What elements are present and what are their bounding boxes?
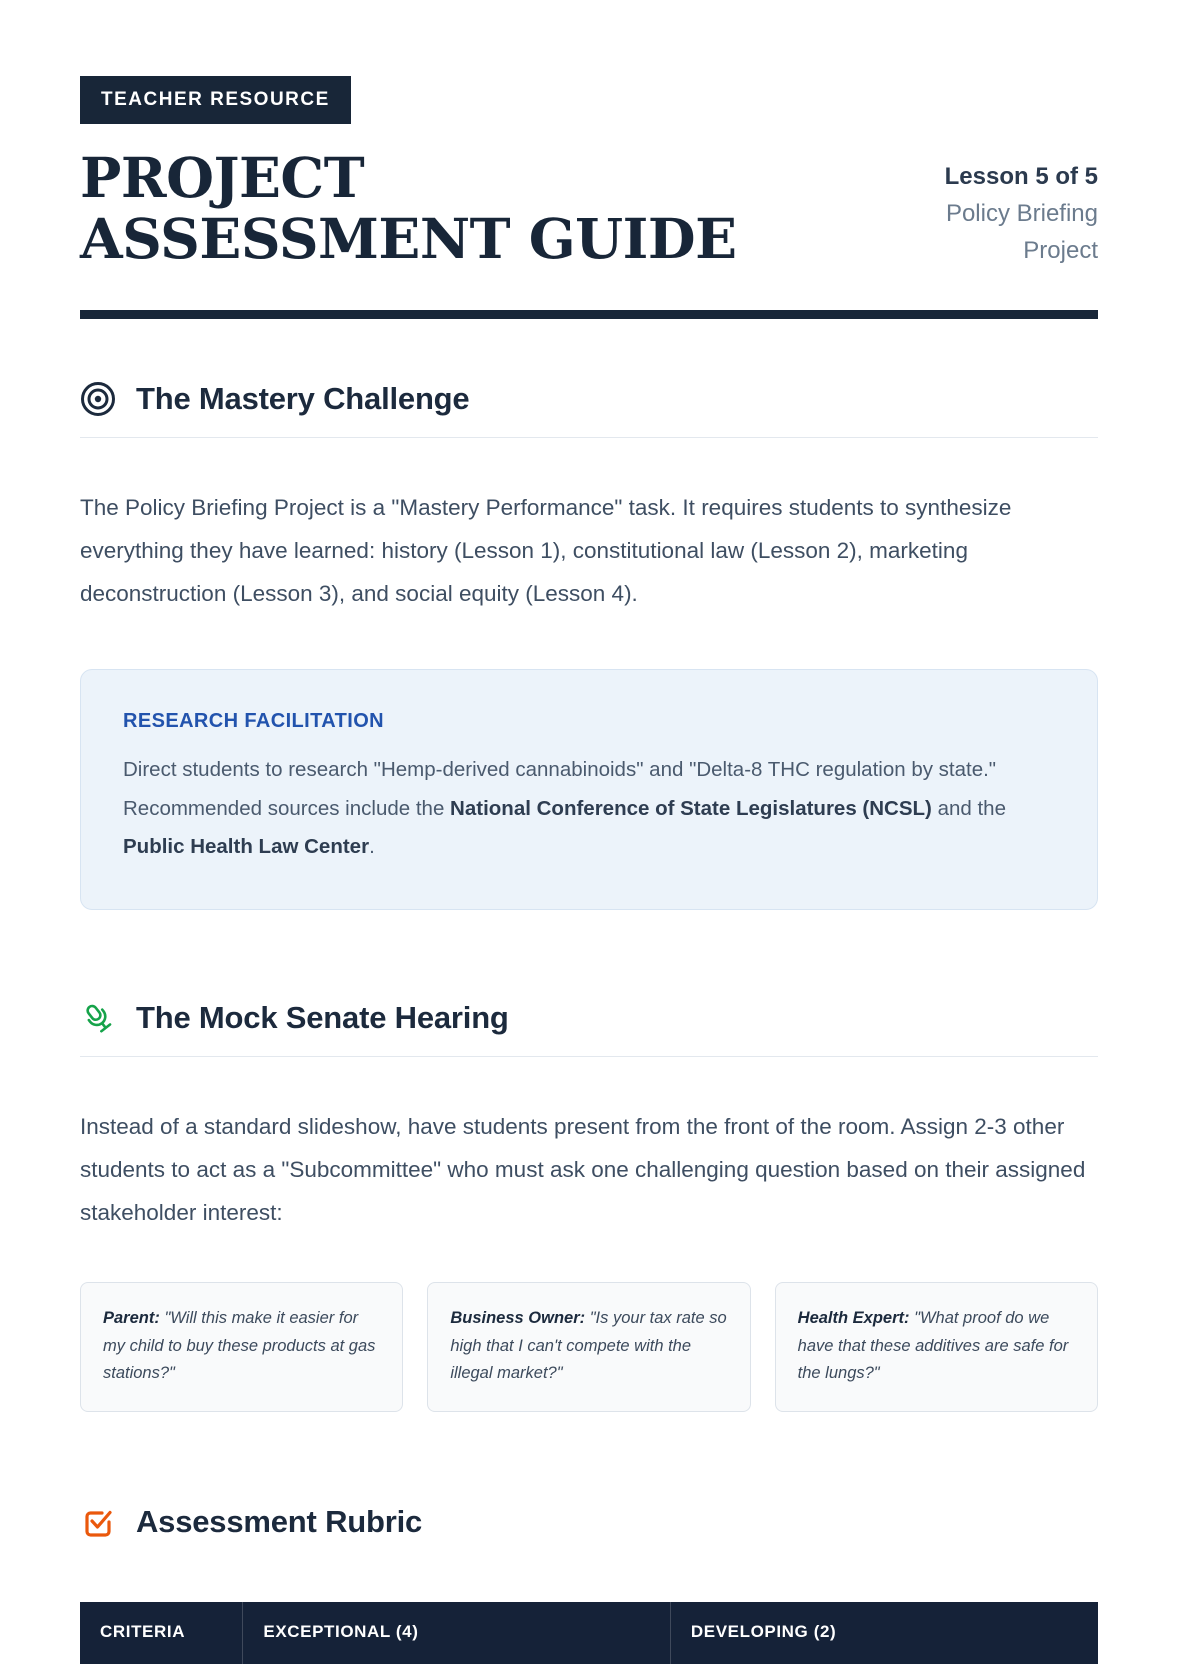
rubric-header-criteria: CRITERIA — [80, 1602, 243, 1664]
header — [80, 145, 1098, 271]
card-label: Health Expert: — [797, 1309, 915, 1328]
page-title: PROJECT ASSESSMENT GUIDE — [80, 145, 737, 271]
stakeholder-cards — [80, 1282, 1098, 1412]
card-quote: "Will this make it easier for my child to buy these products at gas stations?" — [103, 1309, 376, 1382]
microphone-icon — [80, 1000, 116, 1036]
checkbox-check-icon — [80, 1504, 116, 1540]
page — [80, 0, 1098, 1664]
hearing-heading: The Mock Senate Hearing — [136, 999, 509, 1035]
rubric-heading-row — [80, 1504, 1098, 1540]
callout-title: RESEARCH FACILITATION — [123, 710, 384, 733]
stakeholder-card-parent — [80, 1282, 403, 1412]
rubric-table — [80, 1602, 1098, 1664]
hearing-heading-row — [80, 1000, 1098, 1057]
section-assessment-rubric — [80, 1504, 1098, 1664]
lesson-counter: Lesson 5 of 5 — [944, 163, 1098, 190]
rubric-header-exceptional: EXCEPTIONAL (4) — [243, 1602, 671, 1664]
mastery-heading: The Mastery Challenge — [136, 380, 470, 416]
stakeholder-card-business-owner — [427, 1282, 750, 1412]
mastery-heading-row — [80, 381, 1098, 438]
lesson-subtitle-line1: Policy Briefing — [945, 200, 1098, 228]
lesson-info — [945, 148, 1098, 270]
lesson-subtitle-line2: Project — [1023, 237, 1098, 265]
hearing-paragraph: Instead of a standard slideshow, have students present from the front of the room. Assign 2-3 other students to act as a "Subcommittee" who must ask one challenging question based on their assigned stakeholder interest: — [80, 1113, 1086, 1226]
teacher-resource-badge: TEACHER RESOURCE — [80, 76, 351, 124]
card-quote: "What proof do we have that these additives are safe for the lungs?" — [797, 1309, 1069, 1382]
header-divider — [80, 310, 1098, 319]
rubric-header-developing: DEVELOPING (2) — [670, 1602, 1098, 1664]
card-quote: "Is your tax rate so high that I can't compete with the illegal market?" — [450, 1309, 727, 1382]
rubric-header-row — [80, 1602, 1098, 1664]
research-facilitation-callout — [80, 669, 1098, 910]
callout-body: Direct students to research "Hemp-derived cannabinoids" and "Delta-8 THC regulation by state." Recommended sources include the National Conference of State Legislatures (NCSL) and the Public Health Law Center. — [123, 758, 1006, 859]
target-icon — [80, 381, 116, 417]
section-mastery-challenge — [80, 381, 1098, 910]
mastery-paragraph: The Policy Briefing Project is a "Mastery Performance" task. It requires students to synthesize everything they have learned: history (Lesson 1), constitutional law (Lesson 2), marketing deconstruction (Lesson 3), and social equity (Lesson 4). — [80, 494, 1012, 606]
section-mock-senate-hearing — [80, 1000, 1098, 1412]
card-label: Business Owner: — [450, 1309, 590, 1328]
rubric-heading: Assessment Rubric — [136, 1503, 423, 1539]
card-label: Parent: — [103, 1309, 165, 1328]
stakeholder-card-health-expert — [775, 1282, 1098, 1412]
